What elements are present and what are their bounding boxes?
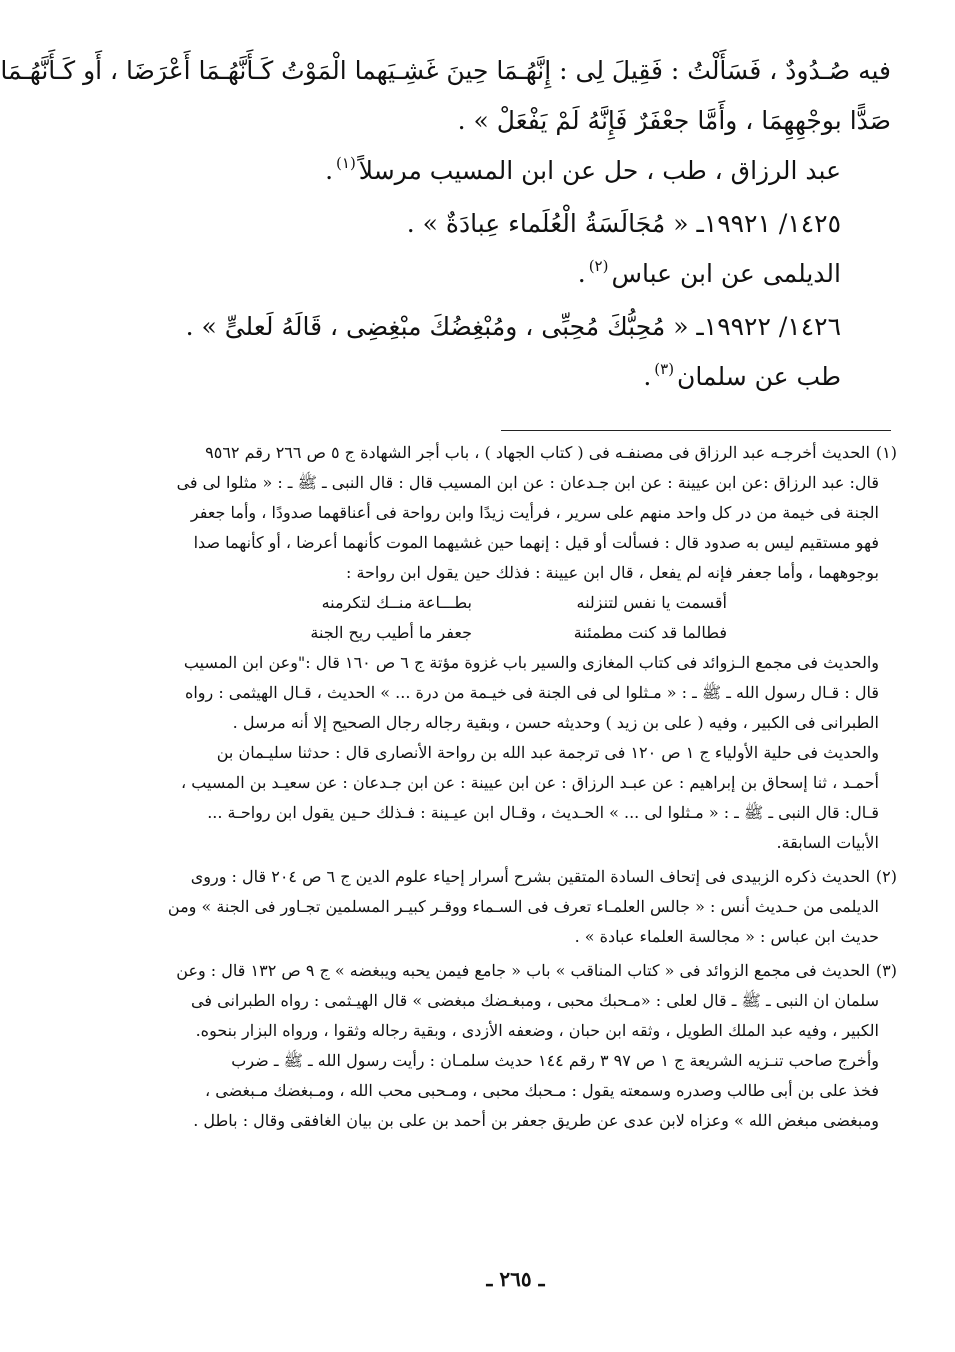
- footnote-line: سلمان ان النبى ـ ﷺ ـ قال لعلى : «مـحبك محبى ، ومبغـضك مبغضى » قال الهيـثمى : رواه الطبرانى فى: [191, 991, 879, 1010]
- source-line: [138, 146, 891, 199]
- footnote-line: فخذ على بن أبى طالب وصدره وسمعته يقول : مـحبك محبى ، ومـحبى محب الله ، ومـبغضك مـبغضى ،: [205, 1081, 879, 1100]
- footnote-ref[interactable]: (١): [336, 154, 356, 172]
- footnote-number: (٢): [875, 867, 897, 886]
- verse-hemistich: فطالما قد كنت مطمئنة: [573, 623, 727, 642]
- source-line: [138, 249, 891, 302]
- source-line: [138, 352, 891, 405]
- verse-hemistich: بطـــاعة منــك لتكرمنه: [321, 593, 472, 612]
- poem: [138, 588, 897, 648]
- hadith-entry-1426: ١٤٢٦/ ١٩٩٢٢ـ « مُحِبُّكَ مُحِبِّى ، ومُبْغِضُكَ مبْغِضِى ، قَالَهُ لَعلىٍّ » .: [185, 312, 841, 341]
- footnote-line: أحمـد ، ثنا إسحاق بن إبراهيم : عن عبـد الرزاق : عن ابن عيينة : عن ابن جـدعان : عن سعيـد بن المسيب ،: [181, 773, 879, 792]
- footnote-line: والحديث فى حلية الأولياء ج ١ ص ١٢٠ فى ترجمة عبد الله بن رواحة الأنصارى قال : حدثنا سليـمان بن: [216, 743, 879, 762]
- footnote-line: الديلمى من حـديث أنس : « جالس العلمـاء تعرف فى السـماء ووقـر كبيـر المسلمين تجـاور فى الجنة » ومن: [167, 897, 879, 916]
- footnotes: [138, 438, 897, 1138]
- footnote-line: بوجوههما ، وأما جعفر فإنه لم يفعل ، قال ابن عيينة : فذلك حين يقول ابن رواحة :: [345, 563, 879, 582]
- footnote-line: الأبيات السابقة.: [776, 833, 879, 852]
- page-number: ـ ٢٦٥ ـ: [486, 1267, 545, 1291]
- footnote-line: حديث ابن عباس : « مجالسة العلماء عبادة » .: [574, 927, 879, 946]
- footnote-line: الجنة فى خيمة من در كل واحد منهم على سرير ، فرأيت زيدًا وابن رواحة فى أعناقهما صدودًا ، وأما جعفر: [190, 503, 879, 522]
- hadith-entry-1425: ١٤٢٥/ ١٩٩٢١ـ « مُجَالَسَةُ الْعُلَماء عِبادَةٌ » .: [406, 209, 841, 238]
- footnote-line: الكبير ، وفيه عبد الملك الطويل ، وثقه ابن حبان ، وضعفه الأزدى ، وبقية رجاله وثقوا ، ورواه البزار بنحوه.: [195, 1021, 879, 1040]
- source-text: طب عن سلمان: [677, 362, 841, 391]
- footnote-line: الحديث أخرجـه عبد الرزاق فى مصنفـه فى ( كتاب الجهاد ) ، باب أجر الشهادة ج ٥ ص ٢٦٦ رقم ٩٥٦٢: [205, 443, 870, 462]
- hadith-text-line: صَدًّا بوجْهِهِمَا ، وأَمَّا جعْفَرٌ فَإِنَّهُ لَمْ يَفْعَلْ » .: [457, 106, 891, 135]
- hadith-text-line: فيه صُـدُودٌ ، فَسَأَلْتُ : فَقِيلَ لِى : إِنَّهُـمَا حِينَ غَشِـيَهما الْمَوْتُ كَـأَنَّهُـمَا أَعْرَضَا ، أَو كَـأَنَّهُـمَا: [0, 56, 891, 85]
- main-text: [0, 46, 891, 405]
- footnote-ref[interactable]: (٣): [654, 360, 675, 378]
- footnote-number: (١): [875, 443, 897, 462]
- punctuation: .: [577, 259, 586, 288]
- footnote-line: قال: عبد الرزاق :عن ابن عيينة : عن ابن جـدعان : عن ابن المسيب قال : قال النبى ـ ﷺ ـ : « مثلوا لى فى: [176, 473, 879, 492]
- footnote-ref[interactable]: (٢): [588, 257, 609, 275]
- footnote-line: ومبغضى مبغض الله » وعزاه لابن عدى عن طريق جعفر بن أحمد بن على بن بيان الغافقى وقال : باطل .: [193, 1111, 879, 1130]
- footnote-line: قال : قـال رسول الله ـ ﷺ ـ : « مـثلوا لى فى الجنة فى خيـمة من درة ... » الحديث ، قـال الهيثمى : رواه: [184, 683, 879, 702]
- footnote-number: (٣): [875, 961, 897, 980]
- poem-verse: [138, 588, 727, 618]
- footnote-line: الحديث فى مجمع الزوائد فى « كتاب المناقب » باب « جامع فيمن يحبه ويبغضه » ج ٩ ص ١٣٢ قال : وعن: [176, 961, 870, 980]
- punctuation: .: [643, 362, 652, 391]
- punctuation: .: [325, 156, 334, 185]
- footnote-line: والحديث فى مجمع الـزوائد فى كتاب المغازى والسير باب غزوة مؤتة ج ٦ ص ١٦٠ قال :"وعن ابن المسيب: [183, 653, 879, 672]
- verse-hemistich: أقسمت يا نفس لتنزلنه: [576, 593, 727, 612]
- footnote-1: [138, 438, 897, 858]
- footnote-divider: [501, 430, 891, 431]
- source-text: الديلمى عن ابن عباس: [611, 259, 841, 288]
- footnote-line: فهو مستقيم ليس به صدود قال : فسألت أو قيل : إنهما حين غشيهما الموت كأنهما أعرضا ، أو كأنهما صدا: [193, 533, 879, 552]
- footnote-line: الطبرانى فى الكبير ، وفيه ( على بن زيد ) وحديثه حسن ، وبقية رجاله رجال الصحيح إلا أنه مرسل .: [232, 713, 879, 732]
- source-text: عبد الرزاق ، طب ، حل عن ابن المسيب مرسلاً: [358, 156, 841, 185]
- poem-verse: [138, 618, 727, 648]
- footnote-2: [138, 862, 897, 952]
- footnote-3: [138, 956, 897, 1136]
- footnote-line: قـال: قال النبى ـ ﷺ ـ : « مـثلوا لى ... » الحـديث ، وقـال ابن عيـينة : فـذلك حـين يقول ابن رواحـة ...: [207, 803, 879, 822]
- verse-hemistich: جعفر ما أطيب ريح الجنة: [310, 623, 472, 642]
- footnote-line: وأخرج صاحب تنـزيه الشريعة ج ١ ص ٩٧ ٣ رقم ١٤٤ حديث سلمـان : رأيت رسول الله ـ ﷺ ـ ضرب: [231, 1051, 879, 1070]
- footnote-line: الحديث ذكره الزبيدى فى إتحاف السادة المتقين بشرح أسرار إحياء علوم الدين ج ٦ ص ٢٠٤ قال : وروى: [190, 867, 870, 886]
